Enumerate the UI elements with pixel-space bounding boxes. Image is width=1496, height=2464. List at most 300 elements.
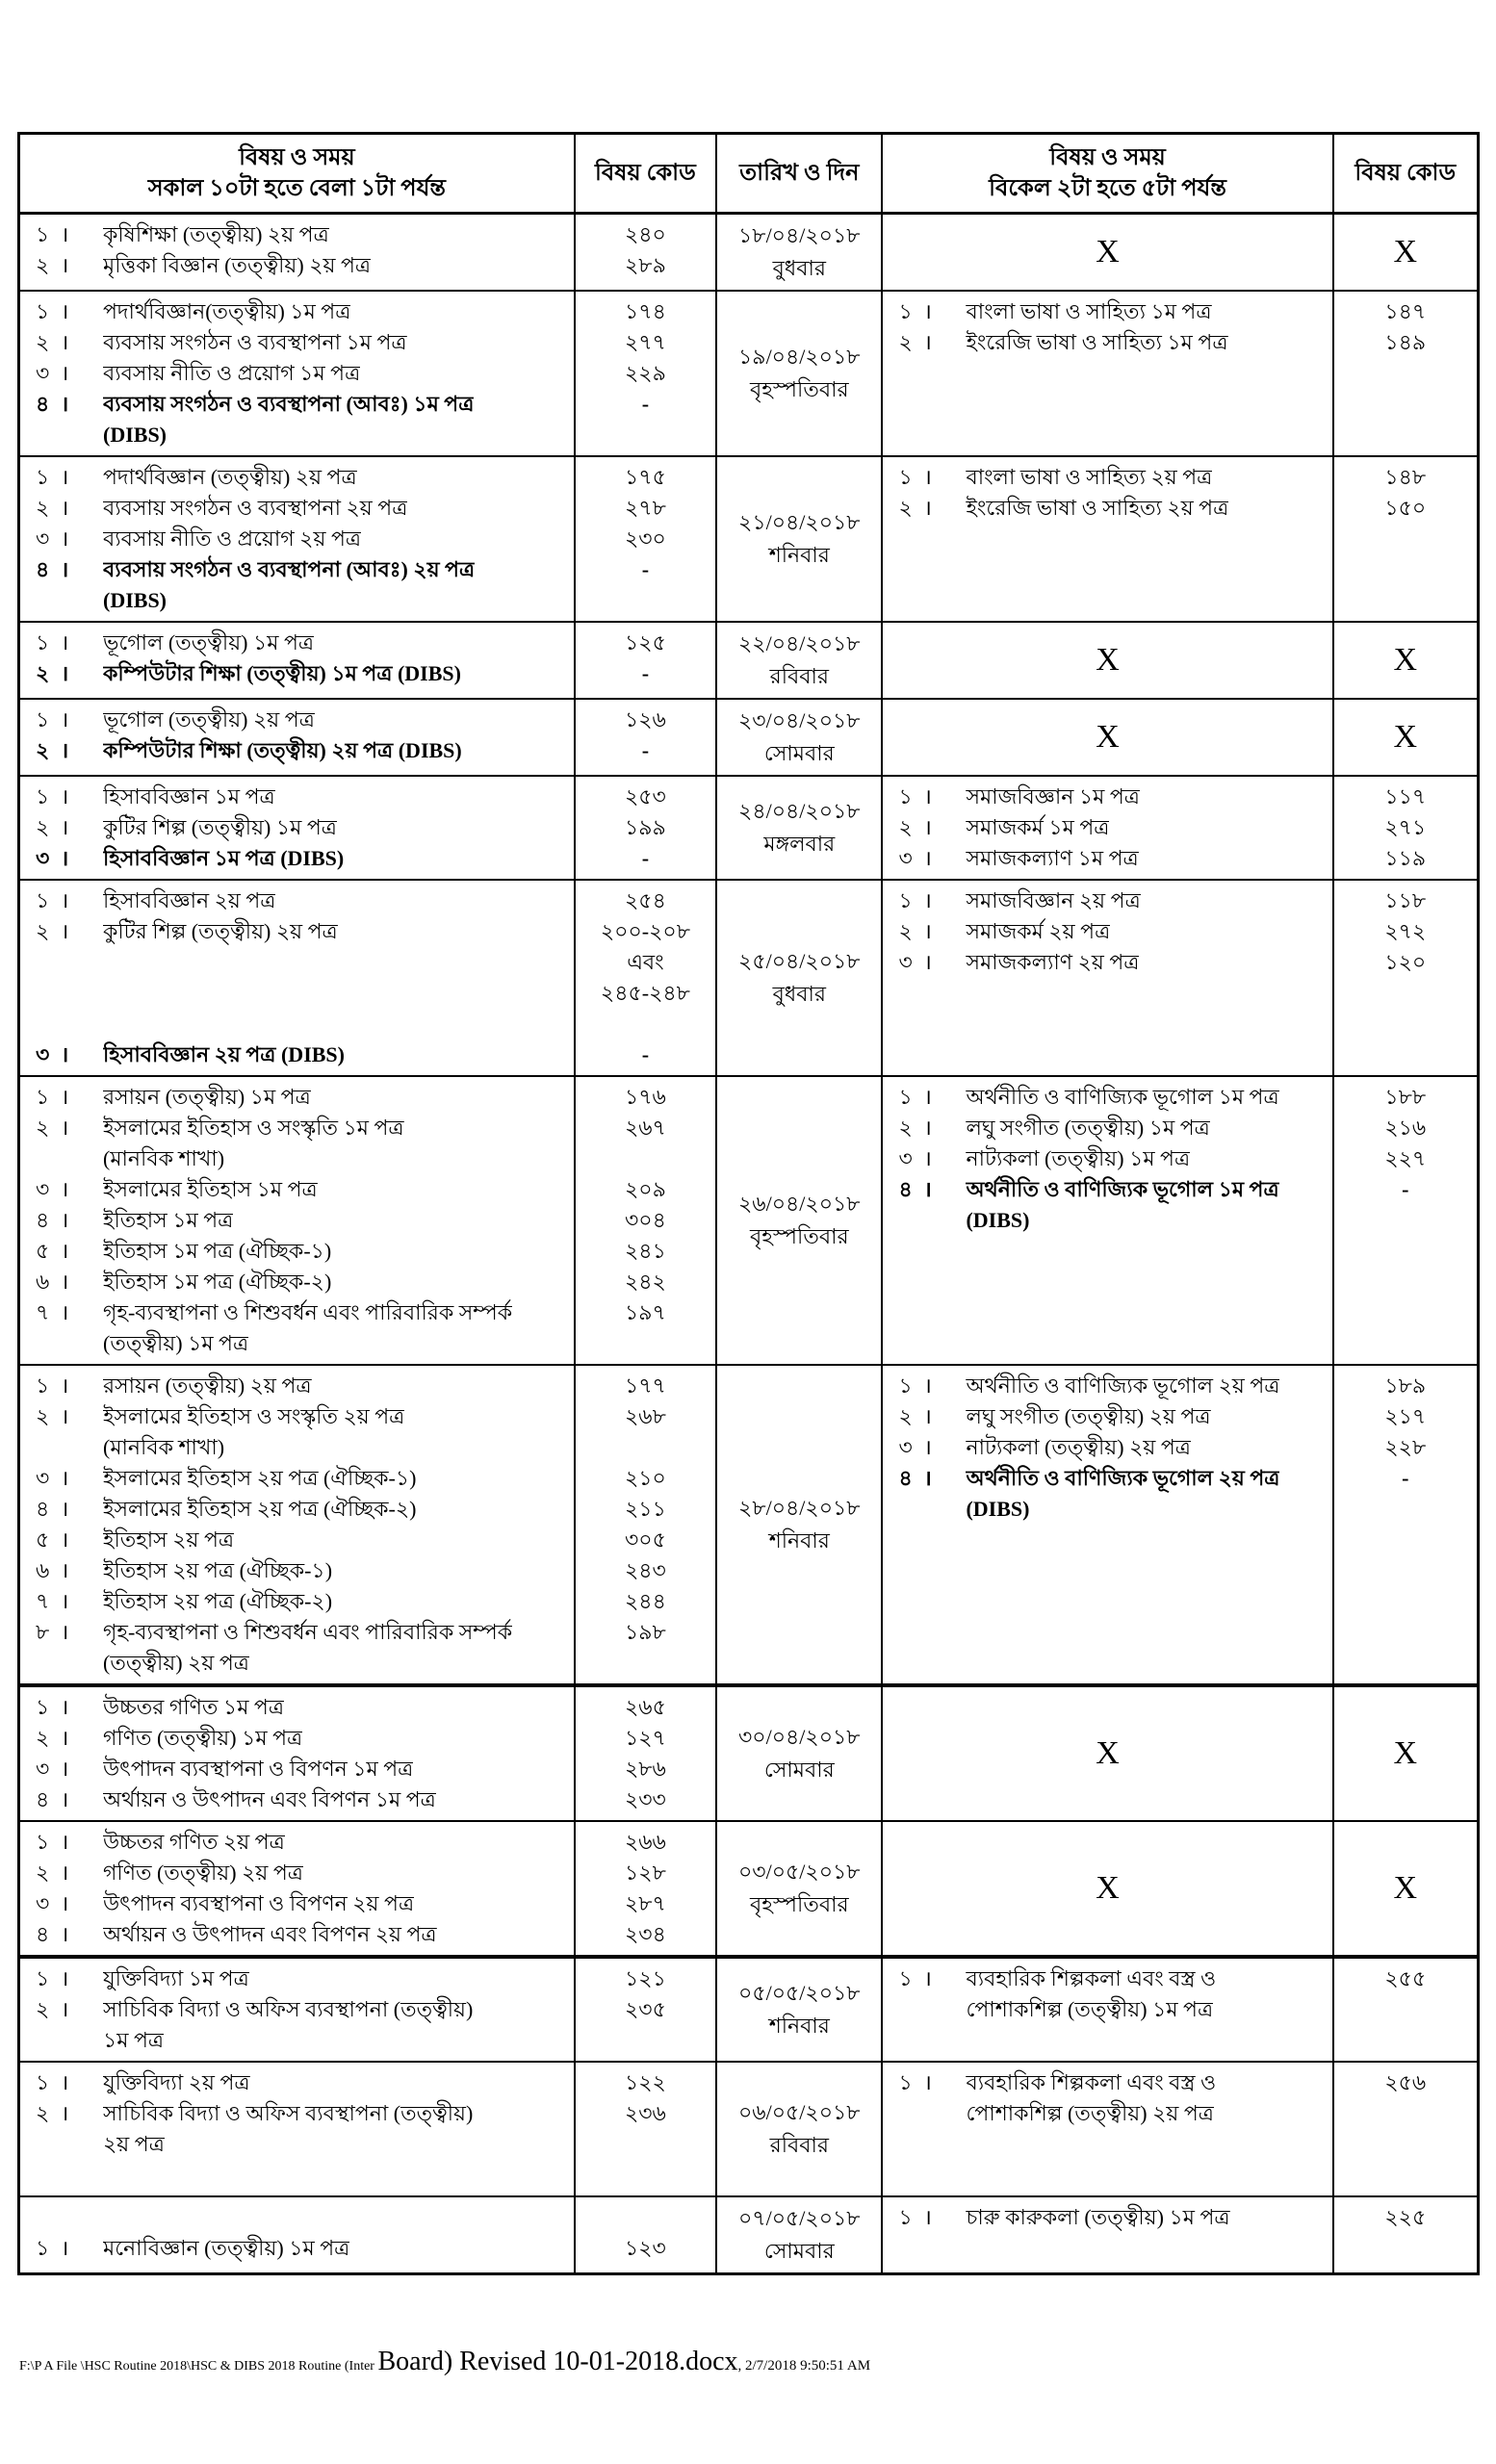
subject-code: ২২৯ [624, 361, 666, 385]
subject-code: ১২২ [624, 2070, 666, 2094]
subject-line [20, 1555, 574, 1586]
date-cell [717, 215, 883, 290]
morning-code-cell [576, 215, 717, 290]
item-number-separator: । [61, 496, 69, 520]
subject-code: ১৭৪ [624, 299, 666, 323]
subject-title: (DIBS) [966, 1208, 1030, 1232]
item-number: ১ [36, 2236, 50, 2260]
morning-code-cell [576, 1687, 717, 1820]
subject-title: (মানবিক শাখা) [103, 1146, 225, 1170]
item-number-separator: । [923, 784, 932, 808]
item-number: ২ [898, 919, 913, 943]
item-number: ৩ [898, 846, 913, 870]
item-number: ৪ [898, 1466, 913, 1490]
subject-line [20, 219, 574, 250]
subject-code: ১১৮ [1384, 888, 1427, 912]
item-number [883, 1494, 923, 1525]
item-number [20, 2202, 61, 2233]
subject-title: লঘু সংগীত (তত্ত্বীয়) ২য় পত্র [966, 1404, 1211, 1428]
subject-title: গৃহ-ব্যবস্থাপনা ও শিশুবর্ধন এবং পারিবারিক সম্পর্ক [103, 1620, 513, 1644]
item-number-separator: । [61, 846, 69, 870]
subject-code: ২০০-২০৮ [600, 919, 690, 943]
item-number-separator: । [61, 1527, 69, 1552]
afternoon-code-cell [1334, 2197, 1477, 2272]
item-number: ২ [36, 330, 50, 354]
subject-code: ২৪৩ [624, 1558, 666, 1582]
subject-line [20, 1754, 574, 1784]
item-number [20, 2160, 61, 2191]
item-number: ১ [36, 784, 50, 808]
date-cell [717, 1959, 883, 2061]
afternoon-subjects-cell [883, 1959, 1333, 2061]
item-number: ৪ [36, 392, 50, 416]
date-cell [717, 292, 883, 455]
subject-code [1334, 1994, 1477, 2025]
subject-title: ব্যবসায় নীতি ও প্রয়োগ ১ম পত্র [103, 361, 361, 385]
footer-file-name: Board) Revised 10-01-2018.docx [377, 2347, 738, 2376]
subject-code [576, 1009, 715, 1040]
subject-title: পোশাকশিল্প (তত্ত্বীয়) ১ম পত্র [966, 1997, 1214, 2021]
afternoon-code-cell [1334, 1366, 1477, 1683]
subject-line [20, 1040, 574, 1070]
exam-day: শনিবার [768, 1528, 830, 1553]
subject-line [20, 1692, 574, 1723]
item-number-separator: । [923, 2205, 932, 2229]
morning-code-cell [576, 777, 717, 879]
table-row [20, 777, 1477, 881]
item-number: ২ [898, 496, 913, 520]
item-number: ২ [36, 1116, 50, 1140]
subject-title: কৃষিশিক্ষা (তত্ত্বীয়) ২য় পত্র [103, 222, 329, 246]
subject-code: ২২৮ [1384, 1435, 1427, 1459]
subject-line [883, 493, 1331, 524]
subject-line [883, 916, 1331, 947]
subject-title: গণিত (তত্ত্বীয়) ২য় পত্র [103, 1861, 303, 1885]
subject-line [883, 1205, 1331, 1236]
subject-code: ২০৯ [624, 1177, 666, 1201]
item-number-separator [61, 2025, 103, 2056]
subject-code [1334, 2098, 1477, 2129]
header-afternoon-time-range: বিকেল ২টা হতে ৫টা পর্যন্ত [989, 176, 1226, 201]
item-number-separator: । [61, 661, 69, 685]
table-row [20, 1822, 1477, 1959]
subject-code: ২৬৬ [624, 1830, 666, 1854]
subject-line [20, 1827, 574, 1858]
morning-subjects-cell [20, 1822, 576, 1955]
item-number-separator: । [923, 1373, 932, 1398]
subject-title: ইতিহাস ১ম পত্র (ঐচ্ছিক-১) [103, 1239, 332, 1263]
subject-title: গণিত (তত্ত্বীয়) ১ম পত্র [103, 1726, 303, 1750]
item-number-separator [923, 1205, 966, 1236]
item-number [883, 1205, 923, 1236]
subject-code: - [641, 846, 650, 870]
subject-code: ২৫৫ [1384, 1966, 1427, 1990]
subject-code: ২৬৭ [624, 1116, 666, 1140]
item-number [20, 1328, 61, 1359]
item-number-separator: । [61, 1589, 69, 1613]
item-number-separator: । [61, 707, 69, 732]
subject-line [883, 1994, 1331, 2025]
date-cell [717, 881, 883, 1075]
item-number-separator [923, 2098, 966, 2129]
item-number-separator: । [61, 784, 69, 808]
exam-date: ১৮/০৪/২০১৮ [738, 223, 861, 247]
table-row [20, 292, 1477, 457]
item-number: ৪ [36, 1922, 50, 1946]
subject-line [883, 1964, 1331, 1994]
header-date-day-label: তারিখ ও দিন [739, 161, 860, 186]
subject-line [20, 1401, 574, 1432]
item-number-separator: । [61, 1466, 69, 1490]
subject-line [20, 462, 574, 493]
subject-title: সমাজকর্ম ১ম পত্র [966, 815, 1110, 839]
item-number-separator: । [61, 1861, 69, 1885]
date-cell [717, 1366, 883, 1683]
header-subject-code-right-label: বিষয় কোড [1354, 161, 1457, 186]
subject-title: হিসাববিজ্ঞান ১ম পত্র (DIBS) [103, 846, 345, 870]
item-number-separator: । [61, 1042, 69, 1066]
subject-line [20, 1236, 574, 1267]
subject-line [20, 554, 574, 585]
subject-title: নাট্যকলা (তত্ত্বীয়) ১ম পত্র [966, 1146, 1191, 1170]
item-number-separator: । [61, 392, 69, 416]
subject-title: ব্যবসায় সংগঠন ও ব্যবস্থাপনা (আবঃ) ১ম পত্র [103, 392, 475, 416]
subject-line [883, 1082, 1331, 1113]
subject-code: ১১৯ [1384, 846, 1427, 870]
subject-code: ২৪৫-২৪৮ [600, 981, 690, 1005]
subject-code: - [641, 661, 650, 685]
subject-line [20, 1919, 574, 1950]
subject-title: ১ম পত্র [103, 2028, 165, 2052]
subject-code: ২৭২ [1384, 919, 1427, 943]
subject-code [576, 2129, 715, 2160]
subject-code: ৩০৫ [624, 1527, 666, 1552]
header-subject-code-left-label: বিষয় কোড [595, 161, 696, 186]
subject-code: ১৭৬ [624, 1085, 666, 1109]
item-number-separator: । [923, 2070, 932, 2094]
subject-title [103, 2160, 109, 2191]
subject-code [1334, 1494, 1477, 1525]
subject-code: ২২৫ [1384, 2205, 1427, 2229]
subject-line [883, 886, 1331, 916]
subject-title: বাংলা ভাষা ও সাহিত্য ২য় পত্র [966, 465, 1213, 489]
item-number-separator: । [923, 1146, 932, 1170]
date-cell [717, 2063, 883, 2195]
subject-title: ইংরেজি ভাষা ও সাহিত্য ২য় পত্র [966, 496, 1229, 520]
subject-title: উৎপাদন ব্যবস্থাপনা ও বিপণন ২য় পত্র [103, 1891, 415, 1915]
subject-code: এবং [627, 950, 664, 974]
subject-line [20, 2129, 574, 2160]
item-number: ৩ [36, 361, 50, 385]
item-number-separator: । [61, 1116, 69, 1140]
subject-code: ২৫৩ [624, 784, 666, 808]
morning-code-cell [576, 623, 717, 698]
item-number-separator: । [61, 630, 69, 654]
item-number [20, 978, 61, 1009]
subject-code [576, 2160, 715, 2191]
subject-line [883, 1494, 1331, 1525]
subject-title: উচ্চতর গণিত ১ম পত্র [103, 1695, 285, 1719]
subject-line [20, 420, 574, 450]
header-subject-code-left [576, 135, 717, 212]
subject-code: ১২৫ [624, 630, 666, 654]
no-exam-code-mark: X [1393, 1870, 1418, 1906]
subject-line [20, 1371, 574, 1401]
item-number-separator: । [923, 1966, 932, 1990]
morning-subjects-cell [20, 1687, 576, 1820]
item-number [20, 1009, 61, 1040]
item-number-separator: । [923, 465, 932, 489]
morning-subjects-cell [20, 1077, 576, 1364]
morning-subjects-cell [20, 457, 576, 621]
item-number: ১ [36, 1830, 50, 1854]
morning-code-cell [576, 700, 717, 775]
subject-title: অর্থায়ন ও উৎপাদন এবং বিপণন ১ম পত্র [103, 1787, 436, 1811]
subject-line [20, 1082, 574, 1113]
exam-date: ২৮/০৪/২০১৮ [738, 1496, 861, 1520]
subject-code: - [641, 392, 650, 416]
item-number-separator: । [61, 2236, 69, 2260]
subject-title: হিসাববিজ্ঞান ২য় পত্র (DIBS) [103, 1042, 345, 1066]
item-number-separator [61, 978, 103, 1009]
subject-code: ২৬৫ [624, 1695, 666, 1719]
item-number-separator: । [923, 330, 932, 354]
item-number: ১ [898, 465, 913, 489]
item-number: ৩ [898, 950, 913, 974]
item-number-separator: । [61, 222, 69, 246]
subject-line [20, 2025, 574, 2056]
item-number-separator: । [61, 253, 69, 277]
item-number: ১ [898, 2205, 913, 2229]
subject-title: অর্থনীতি ও বাণিজ্যিক ভূগোল ২য় পত্র [966, 1466, 1280, 1490]
subject-title: কম্পিউটার শিক্ষা (তত্ত্বীয়) ২য় পত্র (DIBS) [103, 738, 462, 762]
morning-code-cell [576, 1077, 717, 1364]
subject-title: ব্যবসায় সংগঠন ও ব্যবস্থাপনা ১ম পত্র [103, 330, 407, 354]
item-number-separator [61, 1648, 103, 1679]
subject-line [20, 1525, 574, 1555]
subject-title: (DIBS) [966, 1497, 1030, 1521]
item-number-separator: । [923, 1177, 932, 1201]
item-number: ৮ [36, 1620, 50, 1644]
item-number-separator: । [61, 1620, 69, 1644]
subject-code: - [641, 1042, 650, 1066]
subject-line [20, 1432, 574, 1463]
afternoon-code-cell [1334, 292, 1477, 455]
item-number-separator: । [61, 1177, 69, 1201]
subject-code: ২৭৭ [624, 330, 666, 354]
item-number: ২ [898, 1404, 913, 1428]
subject-title: সমাজকর্ম ২য় পত্র [966, 919, 1111, 943]
subject-title: ইসলামের ইতিহাস ১ম পত্র [103, 1177, 318, 1201]
item-number-separator: । [61, 299, 69, 323]
item-number: ৬ [36, 1558, 50, 1582]
item-number-separator [61, 1432, 103, 1463]
header-afternoon-subject-time [883, 135, 1333, 212]
subject-code: ৩০৪ [624, 1208, 666, 1232]
no-exam-code-mark: X [1393, 1735, 1418, 1771]
morning-code-cell [576, 1959, 717, 2061]
item-number-separator: । [923, 950, 932, 974]
item-number: ৩ [898, 1435, 913, 1459]
subject-title: মনোবিজ্ঞান (তত্ত্বীয়) ১ম পত্র [103, 2236, 350, 2260]
table-row [20, 2063, 1477, 2197]
item-number-separator: । [61, 2070, 69, 2094]
subject-line [883, 1143, 1331, 1174]
afternoon-code-cell [1334, 457, 1477, 621]
subject-line [883, 782, 1331, 812]
item-number-separator: । [923, 299, 932, 323]
afternoon-subjects-cell [883, 2063, 1333, 2195]
subject-line [20, 916, 574, 947]
item-number-separator [61, 1328, 103, 1359]
item-number-separator [61, 585, 103, 616]
afternoon-code-cell [1334, 881, 1477, 1075]
item-number: ২ [898, 330, 913, 354]
item-number: ৪ [898, 1177, 913, 1201]
item-number: ২ [36, 1404, 50, 1428]
subject-line [20, 705, 574, 735]
subject-line [20, 1888, 574, 1919]
subject-title: পদার্থবিজ্ঞান(তত্ত্বীয়) ১ম পত্র [103, 299, 351, 323]
subject-line [883, 1371, 1331, 1401]
date-cell [717, 1822, 883, 1955]
subject-title: ব্যবহারিক শিল্পকলা এবং বস্ত্র ও [966, 2070, 1217, 2094]
no-exam-mark: X [883, 1687, 1333, 1820]
subject-line [20, 1143, 574, 1174]
subject-code: ১৯৯ [625, 815, 666, 839]
item-number: ২ [36, 1726, 50, 1750]
date-cell [717, 457, 883, 621]
subject-line [20, 1328, 574, 1359]
exam-day: শনিবার [768, 2014, 830, 2038]
subject-title: ইসলামের ইতিহাস ২য় পত্র (ঐচ্ছিক-২) [103, 1497, 417, 1521]
morning-code-cell [576, 881, 717, 1075]
subject-title: ২য় পত্র [103, 2132, 165, 2156]
afternoon-subjects-cell [883, 457, 1333, 621]
subject-title: সমাজবিজ্ঞান ১ম পত্র [966, 784, 1140, 808]
subject-code: ১২৮ [624, 1861, 666, 1885]
subject-line [20, 2067, 574, 2098]
item-number-separator: । [61, 1891, 69, 1915]
exam-day: শনিবার [768, 543, 830, 567]
subject-code: ১৯৭ [624, 1300, 666, 1324]
afternoon-subjects-cell [883, 292, 1333, 455]
subject-title: রসায়ন (তত্ত্বীয়) ১ম পত্র [103, 1085, 311, 1109]
subject-line [20, 782, 574, 812]
item-number: ২ [36, 496, 50, 520]
subject-code: ২৭৮ [624, 496, 666, 520]
morning-code-cell [576, 457, 717, 621]
item-number [20, 2129, 61, 2160]
subject-line [883, 1113, 1331, 1143]
item-number: ১ [36, 1085, 50, 1109]
subject-code: - [1402, 1466, 1409, 1490]
afternoon-subjects-cell [883, 777, 1333, 879]
subject-code: ২৪২ [624, 1270, 666, 1294]
exam-date: ৩০/০৪/২০১৮ [738, 1725, 861, 1749]
subject-line [20, 1463, 574, 1494]
item-number: ৪ [36, 1497, 50, 1521]
subject-line [883, 947, 1331, 978]
item-number: ৩ [36, 526, 50, 551]
header-subject-time-line1-right: বিষয় ও সময় [1049, 145, 1166, 170]
subject-line [20, 1205, 574, 1236]
item-number-separator: । [923, 846, 932, 870]
exam-date: ২৩/০৪/২০১৮ [738, 708, 861, 732]
header-date-day [717, 135, 883, 212]
subject-title: ইতিহাস ১ম পত্র (ঐচ্ছিক-২) [103, 1270, 332, 1294]
subject-title: ইতিহাস ১ম পত্র [103, 1208, 234, 1232]
item-number-separator: । [61, 330, 69, 354]
item-number-separator: । [61, 888, 69, 912]
morning-subjects-cell [20, 1959, 576, 2061]
date-cell [717, 2197, 883, 2272]
subject-line [20, 1174, 574, 1205]
subject-line [20, 250, 574, 281]
item-number: ১ [36, 222, 50, 246]
item-number-separator [923, 1994, 966, 2025]
subject-title: ব্যবসায় নীতি ও প্রয়োগ ২য় পত্র [103, 526, 362, 551]
date-cell [717, 623, 883, 698]
subject-code: ২৫৬ [1384, 2070, 1427, 2094]
afternoon-code-cell [1334, 1077, 1477, 1364]
subject-title: (মানবিক শাখা) [103, 1435, 225, 1459]
subject-code: ২৩৩ [624, 1787, 666, 1811]
header-subject-code-right [1334, 135, 1477, 212]
morning-subjects-cell [20, 2197, 576, 2272]
item-number [883, 1994, 923, 2025]
no-exam-mark: X [883, 700, 1333, 775]
subject-code: ১৪৯ [1384, 330, 1427, 354]
no-exam-mark: X [883, 215, 1333, 290]
table-row [20, 215, 1477, 292]
item-number-separator [61, 1009, 103, 1040]
subject-line [883, 327, 1331, 358]
subject-code [576, 2025, 715, 2056]
item-number-separator: । [61, 1085, 69, 1109]
subject-code [576, 1143, 715, 1174]
subject-title: ব্যবসায় সংগঠন ও ব্যবস্থাপনা ২য় পত্র [103, 496, 408, 520]
item-number: ২ [36, 661, 50, 685]
subject-title: কুটির শিল্প (তত্ত্বীয়) ১ম পত্র [103, 815, 337, 839]
item-number-separator: । [61, 1757, 69, 1781]
subject-code: ১৪৮ [1384, 465, 1427, 489]
subject-code: - [641, 738, 650, 762]
item-number: ৬ [36, 1270, 50, 1294]
item-number-separator: । [61, 526, 69, 551]
item-number: ২ [36, 1861, 50, 1885]
subject-line [20, 1994, 574, 2025]
morning-code-cell [576, 2063, 717, 2195]
subject-line [883, 812, 1331, 843]
subject-line [20, 1784, 574, 1815]
item-number: ৩ [36, 1757, 50, 1781]
item-number-separator [61, 2202, 103, 2233]
subject-line [883, 2067, 1331, 2098]
item-number-separator: । [923, 919, 932, 943]
subject-title: উৎপাদন ব্যবস্থাপনা ও বিপণন ১ম পত্র [103, 1757, 414, 1781]
table-row [20, 881, 1477, 1077]
subject-title: ভূগোল (তত্ত্বীয়) ২য় পত্র [103, 707, 315, 732]
header-morning-subject-time [20, 135, 576, 212]
item-number: ৫ [36, 1527, 50, 1552]
subject-line [20, 1297, 574, 1328]
subject-title: ইসলামের ইতিহাস ও সংস্কৃতি ১ম পত্র [103, 1116, 404, 1140]
item-number [20, 2025, 61, 2056]
item-number-separator: । [61, 1270, 69, 1294]
subject-code [576, 1648, 715, 1679]
no-exam-mark: X [883, 1822, 1333, 1955]
